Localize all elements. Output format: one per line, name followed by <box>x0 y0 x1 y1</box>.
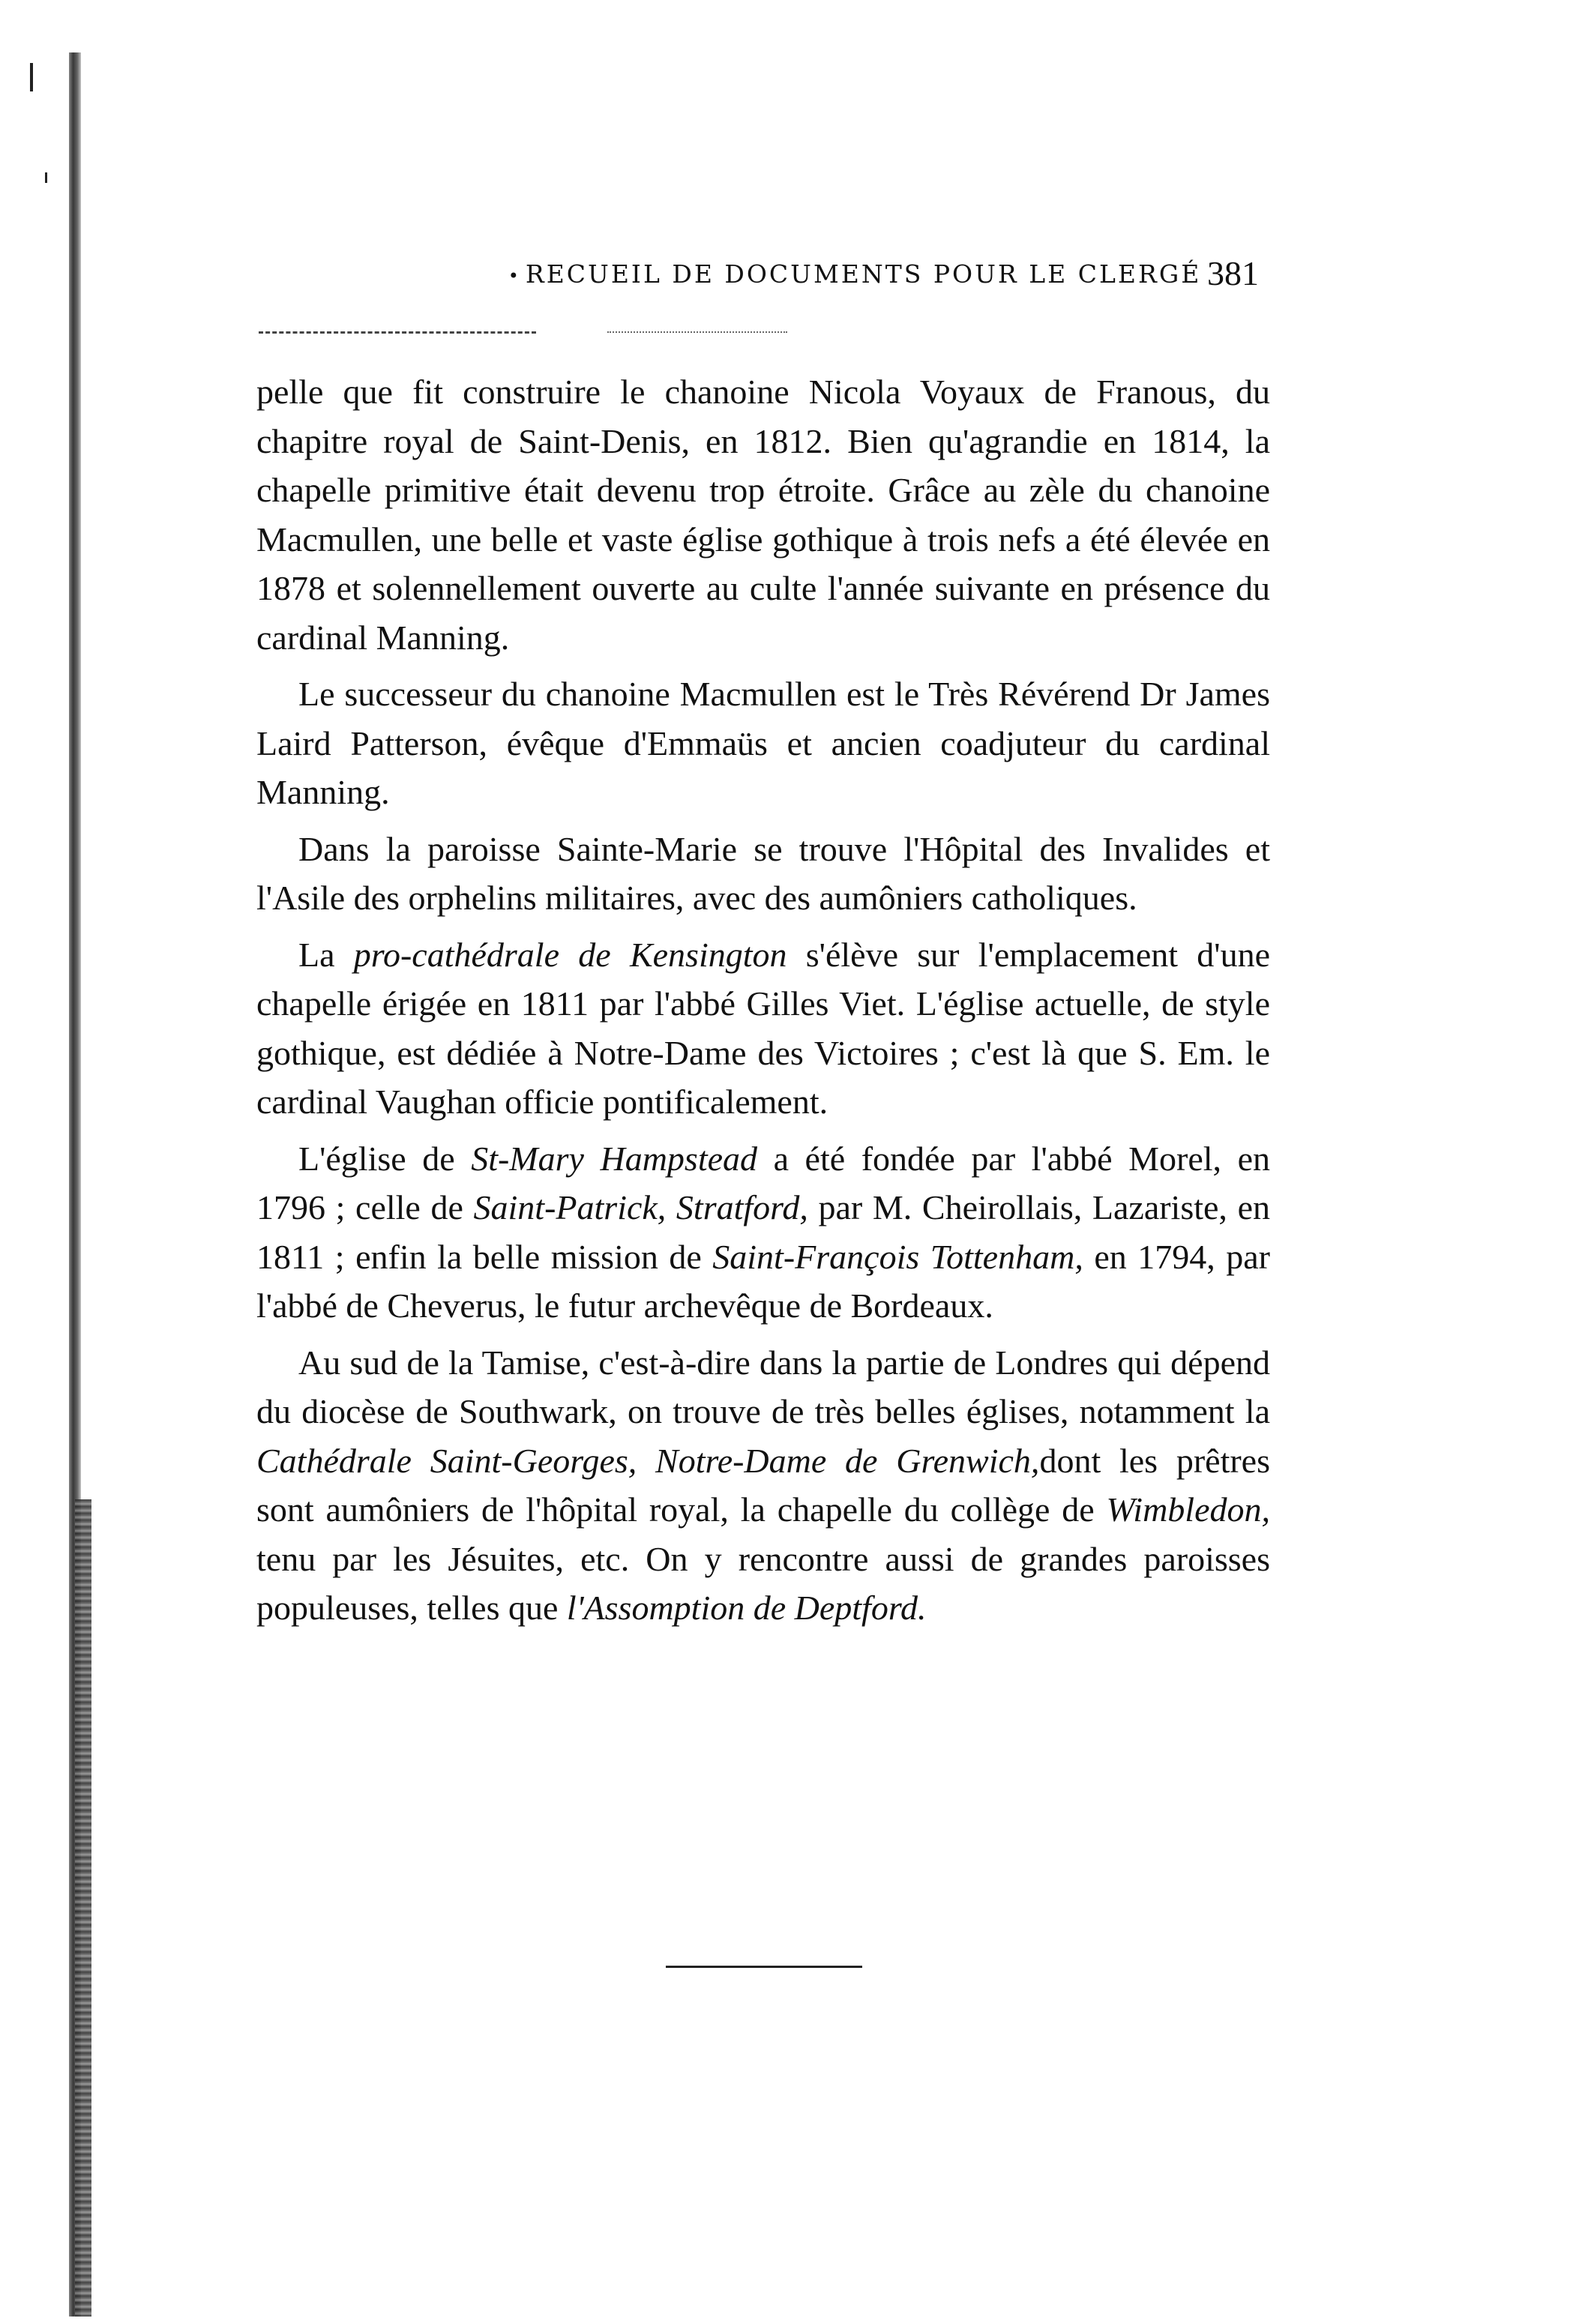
text-run: Le successeur du chanoine Macmullen est le Très Révérend Dr James Laird Patterson, évêque d'Emmaüs et ancien coadjuteur du cardinal Manning. <box>256 675 1270 811</box>
text-run: Au sud de la Tamise, c'est-à-dire dans la partie de Londres qui dépend du diocèse de Southwark, on trouve de très belles églises, notamment la <box>256 1343 1270 1430</box>
body-text <box>256 367 1270 1640</box>
bullet-mark: • <box>508 265 521 286</box>
text-run: a été fondée par l'abbé Morel, en 1796 ; celle de <box>256 1139 1271 1226</box>
italic-text: l'Assomption de Deptford. <box>566 1589 927 1627</box>
paragraph <box>256 1338 1270 1633</box>
paragraph <box>256 930 1270 1127</box>
binding-edge-texture <box>75 1499 91 2317</box>
text-run: L'église de <box>298 1139 472 1178</box>
italic-text: St-Mary Hampstead <box>471 1139 758 1178</box>
text-run: par M. Cheirollais, Lazariste, en 1811 ; enfin la belle mission de <box>256 1188 1270 1276</box>
italic-text: Cathédrale Saint-Georges, Notre-Dame de Grenwich, <box>256 1441 1040 1480</box>
text-run: en 1794, par l'abbé de Cheverus, le futur archevêque de Bordeaux. <box>256 1237 1270 1325</box>
paragraph <box>256 1134 1270 1331</box>
page-number: 381 <box>1207 254 1259 292</box>
text-run: La <box>298 935 354 974</box>
italic-text: Wimbledon, <box>1106 1490 1270 1529</box>
italic-text: Saint-François Tottenham, <box>712 1237 1083 1276</box>
italic-text: pro-cathédrale de Kensington <box>353 935 787 974</box>
text-run: s'élève sur l'emplacement d'une chapelle érigée en 1811 par l'abbé Gilles Viet. L'église actuelle, de style gothique, est dédiée à Notre-Dame des Victoires ; c'est là que S. Em. le cardinal Vaughan officie pontificalement. <box>256 935 1270 1121</box>
text-run: Dans la paroisse Sainte-Marie se trouve l'Hôpital des Invalides et l'Asile des orphelins militaires, avec des aumôniers catholiques. <box>256 829 1270 917</box>
paragraph <box>256 367 1270 662</box>
running-head-text: RECUEIL DE DOCUMENTS POUR LE CLERGÉ <box>525 259 1202 289</box>
paragraph <box>256 669 1270 817</box>
scan-mark <box>45 172 47 183</box>
running-head <box>405 259 1305 289</box>
text-run: pelle que fit construire le chanoine Nicola Voyaux de Franous, du chapitre royal de Saint-Denis, en 1812. Bien qu'agrandie en 1814, la chapelle primitive était devenu trop étroite. Grâce au zèle du chanoine Macmullen, une belle et vaste église gothique à trois nefs a été élevée en 1878 et solennellement ouverte au culte l'année suivante en présence du cardinal Manning. <box>256 373 1270 657</box>
header-rule <box>259 331 536 334</box>
scan-mark <box>30 63 33 91</box>
section-end-rule <box>666 1966 862 1968</box>
text-run: dont les prêtres sont aumôniers de l'hôpital royal, la chapelle du collège de <box>256 1441 1270 1529</box>
text-run: tenu par les Jésuites, etc. On y rencontre aussi de grandes paroisses populeuses, telles que <box>256 1539 1270 1627</box>
header-rule <box>607 331 787 333</box>
italic-text: Saint-Patrick, Stratford, <box>473 1188 808 1226</box>
paragraph <box>256 825 1270 923</box>
